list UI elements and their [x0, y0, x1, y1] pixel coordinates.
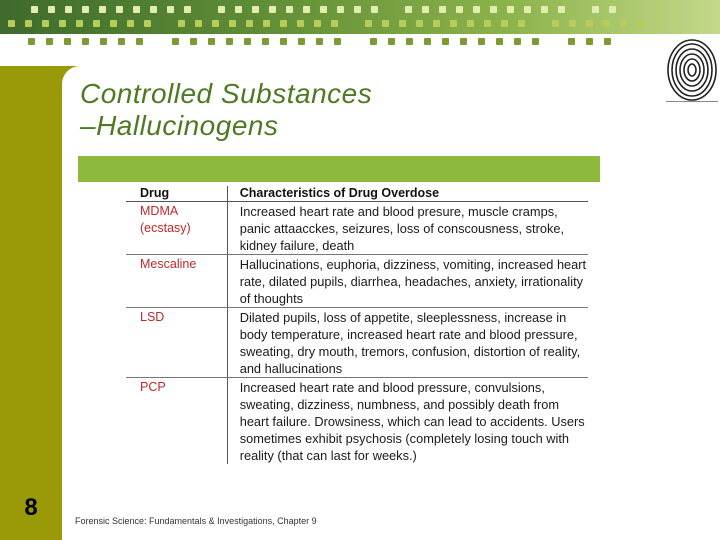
banner-dot	[442, 38, 449, 45]
banner-dot	[382, 20, 389, 27]
drug-name: Mescaline	[126, 255, 227, 308]
banner-dot	[568, 38, 575, 45]
table-row	[126, 202, 588, 255]
banner-dot	[48, 6, 55, 13]
banner-dot	[133, 6, 140, 13]
banner-dot	[456, 6, 463, 13]
banner-dot	[190, 38, 197, 45]
banner-dot	[507, 6, 514, 13]
banner-dot	[262, 38, 269, 45]
banner-dot	[586, 38, 593, 45]
banner-dot	[42, 20, 49, 27]
banner-dot	[424, 38, 431, 45]
banner-dot	[116, 6, 123, 13]
banner-dot	[406, 38, 413, 45]
banner-dot	[331, 20, 338, 27]
banner-dot	[416, 20, 423, 27]
banner-dot	[450, 20, 457, 27]
table-row	[126, 308, 588, 378]
banner-dot	[252, 6, 259, 13]
slide-number: 8	[24, 494, 38, 521]
banner-dot	[371, 6, 378, 13]
banner-dot	[473, 6, 480, 13]
banner-dot	[484, 20, 491, 27]
banner-dot	[82, 6, 89, 13]
title-accent-bar	[78, 156, 600, 182]
drug-characteristics: Increased heart rate and blood presure, muscle cramps, panic attaacckes, seizures, loss of conscousness, stroke, kidney failure, death	[227, 202, 588, 255]
title-line-2: –Hallucinogens	[80, 110, 279, 141]
banner-dot	[246, 20, 253, 27]
banner-dot	[118, 38, 125, 45]
banner-dot	[229, 20, 236, 27]
table-header-row	[126, 186, 588, 202]
banner-dot	[592, 6, 599, 13]
banner-dot	[337, 6, 344, 13]
banner-dot	[405, 6, 412, 13]
fingerprint-underline	[666, 101, 718, 102]
title-line-1: Controlled Substances	[80, 78, 373, 109]
banner-dot	[314, 20, 321, 27]
banner-dot	[195, 20, 202, 27]
banner-dot	[172, 38, 179, 45]
banner-dot	[208, 38, 215, 45]
banner-dot	[558, 6, 565, 13]
banner-dot	[218, 6, 225, 13]
banner-dot	[144, 20, 151, 27]
banner-dot	[298, 38, 305, 45]
banner-dot	[136, 38, 143, 45]
banner-dot	[532, 38, 539, 45]
banner-dot	[59, 20, 66, 27]
banner-dot	[286, 6, 293, 13]
banner-dot	[354, 6, 361, 13]
table-row	[126, 255, 588, 308]
banner-dot	[365, 20, 372, 27]
banner-dot	[25, 20, 32, 27]
banner-dot	[303, 6, 310, 13]
banner-dot	[280, 38, 287, 45]
banner-dot	[388, 38, 395, 45]
banner-dot	[31, 6, 38, 13]
banner-dot	[76, 20, 83, 27]
banner-dot	[514, 38, 521, 45]
banner-dot	[518, 20, 525, 27]
banner-dot	[320, 6, 327, 13]
drug-characteristics: Hallucinations, euphoria, dizziness, vomiting, increased heart rate, dilated pupils, diarrhea, headaches, anxiety, irrationality of thoughts	[227, 255, 588, 308]
drug-name: PCP	[140, 380, 166, 394]
banner-dot	[637, 20, 644, 27]
banner-dot	[603, 20, 610, 27]
banner-dot	[501, 20, 508, 27]
banner-dot	[541, 6, 548, 13]
banner-dot	[99, 6, 106, 13]
banner-lower-band	[0, 34, 720, 56]
banner-dot	[100, 38, 107, 45]
banner-dot	[127, 20, 134, 27]
banner-dot	[334, 38, 341, 45]
slide-title	[80, 78, 600, 142]
banner-dot	[280, 20, 287, 27]
banner-dot	[178, 20, 185, 27]
banner-dot	[150, 6, 157, 13]
banner-dot	[167, 6, 174, 13]
banner-dot	[490, 6, 497, 13]
sidebar-corner	[62, 66, 80, 84]
overdose-table	[126, 186, 588, 464]
banner-dot	[433, 20, 440, 27]
banner-dot	[439, 6, 446, 13]
banner-dot	[28, 38, 35, 45]
banner-dot	[244, 38, 251, 45]
banner-dot	[8, 20, 15, 27]
fingerprint-icon	[666, 34, 718, 102]
banner-dot	[460, 38, 467, 45]
banner-dot	[620, 20, 627, 27]
banner-dot	[184, 6, 191, 13]
drug-characteristics: Dilated pupils, loss of appetite, sleeplessness, increase in body temperature, increased heart rate and blood pressure, sweating, dry mouth, tremors, confusion, distortion of reality, and hallucinations	[227, 308, 588, 378]
banner-dot	[399, 20, 406, 27]
banner-dot	[64, 38, 71, 45]
banner-dot	[212, 20, 219, 27]
banner-dot	[478, 38, 485, 45]
banner-dot	[604, 38, 611, 45]
banner-dot	[496, 38, 503, 45]
banner-dot	[93, 20, 100, 27]
banner-dot	[226, 38, 233, 45]
banner-dot	[467, 20, 474, 27]
banner-dot	[552, 20, 559, 27]
header-drug: Drug	[126, 186, 227, 202]
footer-text: Forensic Science: Fundamentals & Investigations, Chapter 9	[75, 516, 317, 526]
banner-dot	[524, 6, 531, 13]
banner-dot	[263, 20, 270, 27]
banner-dot	[422, 6, 429, 13]
drug-characteristics: Increased heart rate and blood pressure, convulsions, sweating, dizziness, numbness, and possibly death from heart failure. Drowsiness, which can lead to accidents. Users sometimes exhibit psychosis (completely losing touch with reality (that can last for weeks.)	[227, 378, 588, 465]
banner-dot	[316, 38, 323, 45]
banner-dot	[609, 6, 616, 13]
header-characteristics: Characteristics of Drug Overdose	[227, 186, 588, 202]
drug-name: MDMA (ecstasy)	[126, 202, 227, 255]
banner-dot	[370, 38, 377, 45]
banner-dot	[235, 6, 242, 13]
banner-dot	[586, 20, 593, 27]
left-sidebar	[0, 66, 62, 540]
banner-dot	[65, 6, 72, 13]
banner-dot	[46, 38, 53, 45]
table-row	[126, 378, 588, 465]
banner-dot	[297, 20, 304, 27]
banner-dot	[110, 20, 117, 27]
banner-dot	[269, 6, 276, 13]
banner-dot	[569, 20, 576, 27]
drug-name: LSD	[126, 308, 227, 378]
banner-dot	[82, 38, 89, 45]
